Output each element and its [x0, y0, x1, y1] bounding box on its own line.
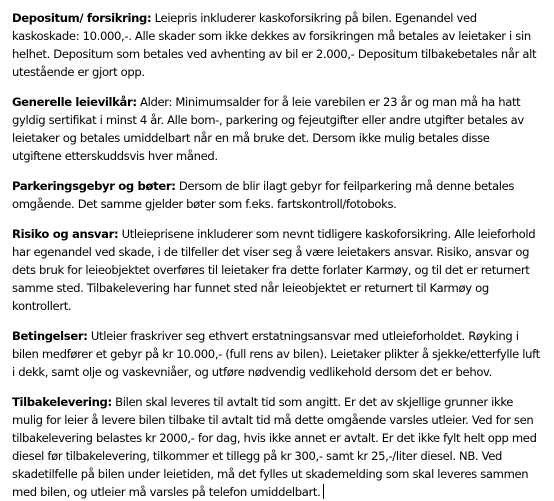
section-deposit-insurance — [12, 9, 542, 81]
section-heading: Tilbakelevering: — [12, 395, 112, 409]
section-text: Alder: Minimumsalder for å leie varebilen er 23 år og man må ha hatt gyldig sertifikat i minst 4 år. Alle bom-, parkering og fejeutgifter eller andre utgifter betales av leietaker og betales umiddelbart når en må bruke det. Dersom ikke mulig betales disse utgiftene etterskuddsvis hver måned. — [12, 95, 524, 163]
document-body[interactable] — [12, 9, 542, 501]
section-conditions — [12, 327, 542, 381]
section-heading: Risiko og ansvar: — [12, 227, 119, 241]
text-cursor — [323, 484, 324, 499]
section-heading: Generelle leievilkår: — [12, 95, 137, 109]
section-text: Utleier fraskriver seg ethvert erstatningsansvar med utleieforholdet. Røyking i bilen medfører et gebyr på kr 10.000,- (full rens av bilen). Leietaker plikter å sjekke/etterfylle luft i dekk, samt olje og vaskevniåer, og utføre nødvendig vedlikehold dersom det er behov. — [12, 329, 540, 379]
section-text: Utleieprisene inkluderer som nevnt tidligere kaskoforsikring. Alle leieforhold har egenandel ved skade, i de tilfeller det viser seg å være leietakers ansvar. Risiko, ansvar og dets bruk for leieobjektet overføres til leietaker fra dette forlater Karmøy, og til det er returnert samme sted. Tilbakelevering har funnet sted når leieobjektet er returnert til Karmøy og kontrollert. — [12, 227, 536, 313]
section-text: Dersom de blir ilagt gebyr for feilparkering må denne betales omgående. Det samme gjelder bøter som f.eks. fartskontroll/fotoboks. — [12, 179, 515, 211]
section-general-terms — [12, 93, 542, 165]
section-text: Bilen skal leveres til avtalt tid som angitt. Er det av skjellige grunner ikke mulig for leier å levere bilen tilbake til avtalt tid må dette omgående varsles utleier. Ved for sen tilbakelevering belastes kr 2000,- for dag, hvis ikke annet er avtalt. Er det ikke fylt helt opp med diesel før tilbakelevering, tilkommer et tillegg på kr 300,- samt kr 25,-/liter diesel. NB. Ved skadetilfelle på bilen under leietiden, må det fylles ut skademelding som skal leveres sammen med bilen, og utleier må varsles på telefon umiddelbart. — [12, 395, 537, 499]
section-risk-liability — [12, 225, 542, 315]
section-heading: Betingelser: — [12, 329, 88, 343]
section-heading: Depositum/ forsikring: — [12, 11, 152, 25]
section-heading: Parkeringsgebyr og bøter: — [12, 179, 176, 193]
section-parking-fines — [12, 177, 542, 213]
section-text: Leiepris inkluderer kaskoforsikring på bilen. Egenandel ved kaskoskade: 10.000,-. Alle skader som ikke dekkes av forsikringen må betales av leietaker i sin helhet. Depositum som betales ved avhenting av bil er 2.000,- Depositum tilbakebetales når alt utestående er gjort opp. — [12, 11, 537, 79]
